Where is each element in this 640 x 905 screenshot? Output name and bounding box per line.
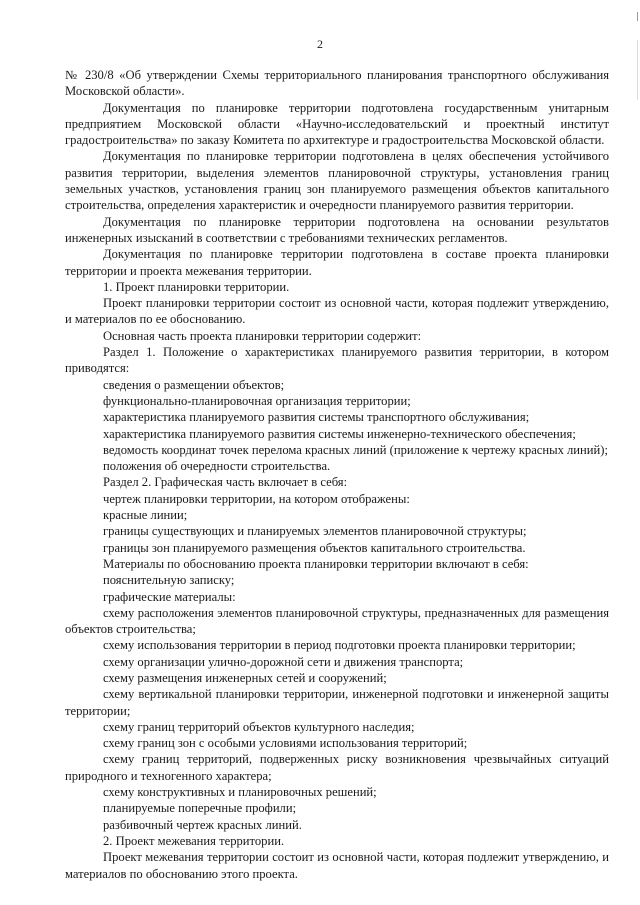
scan-artifact-top — [637, 12, 638, 21]
list-item: схему границ зон с особыми условиями использования территорий; — [103, 736, 468, 751]
list-item: красные линии; — [103, 508, 188, 523]
list-item: графические материалы: — [103, 589, 236, 604]
list-item: ведомость координат точек перелома красных линий (приложение к чертежу красных линий); — [103, 442, 608, 457]
list-item: схему размещения инженерных сетей и сооружений; — [103, 670, 387, 685]
list-item: сведения о размещении объектов; — [103, 377, 285, 392]
list-item: схему границ территорий объектов культурного наследия; — [103, 719, 415, 734]
paragraph: Документация по планировке территории подготовлена на основании результатов инженерных изысканий в соответствии с требованиями технических регламентов. — [65, 214, 609, 245]
paragraph: 2. Проект межевания территории. — [103, 833, 285, 848]
paragraph: Проект межевания территории состоит из основной части, которая подлежит утверждению, и материалов по обоснованию этого проекта. — [65, 850, 609, 881]
list-item: пояснительную записку; — [103, 573, 235, 588]
list-item: схему границ территорий, подверженных риску возникновения чрезвычайных ситуаций природного и техногенного характера; — [65, 752, 609, 783]
scan-artifact-edge — [637, 40, 638, 100]
list-item: разбивочный чертеж красных линий. — [103, 817, 302, 832]
paragraph: Документация по планировке территории подготовлена государственным унитарным предприятием Московской области «Научно-исследовательский и проектный институт градостроительства» по заказу Комитета по архитектуре и градостроительства Московской области. — [65, 100, 609, 148]
paragraph: 1. Проект планировки территории. — [103, 279, 290, 294]
list-item: функционально-планировочная организация территории; — [103, 393, 411, 408]
paragraph: Материалы по обоснованию проекта планировки территории включают в себя: — [103, 556, 529, 571]
list-item: чертеж планировки территории, на котором отображены: — [103, 491, 410, 506]
paragraph: Раздел 1. Положение о характеристиках планируемого развития территории, в котором приводятся: — [65, 345, 609, 376]
list-item: характеристика планируемого развития системы транспортного обслуживания; — [103, 410, 530, 425]
list-item: границы зон планируемого размещения объектов капитального строительства. — [103, 540, 526, 555]
list-item: положения об очередности строительства. — [103, 459, 331, 474]
paragraph: Проект планировки территории состоит из основной части, которая подлежит утверждению, и материалов по ее обоснованию. — [65, 296, 609, 327]
list-item: планируемые поперечные профили; — [103, 801, 297, 816]
document-body — [65, 67, 609, 882]
page-number: 2 — [317, 37, 323, 51]
list-item: схему организации улично-дорожной сети и движения транспорта; — [103, 654, 464, 669]
list-item: границы существующих и планируемых элементов планировочной структуры; — [103, 524, 527, 539]
list-item: схему конструктивных и планировочных решений; — [103, 785, 377, 800]
paragraph: Раздел 2. Графическая часть включает в себя: — [103, 475, 348, 490]
paragraph: Документация по планировке территории подготовлена в составе проекта планировки территории и проекта межевания территории. — [65, 247, 609, 278]
list-item: схему использования территории в период подготовки проекта планировки территории; — [103, 638, 576, 653]
paragraph: Документация по планировке территории подготовлена в целях обеспечения устойчивого развития территории, выделения элементов планировочной структуры, установления границ земельных участков, установления границ зон планируемого размещения объектов капитального строительства, определения характеристик и очередности планируемого развития территории. — [65, 149, 609, 213]
paragraph: Основная часть проекта планировки территории содержит: — [103, 328, 422, 343]
list-item: схему вертикальной планировки территории, инженерной подготовки и инженерной защиты территории; — [65, 687, 609, 718]
paragraph: № 230/8 «Об утверждении Схемы территориального планирования транспортного обслуживания Московской области». — [65, 68, 609, 99]
list-item: схему расположения элементов планировочной структуры, предназначенных для размещения объектов строительства; — [65, 605, 609, 637]
list-item: характеристика планируемого развития системы инженерно-технического обеспечения; — [103, 426, 576, 441]
